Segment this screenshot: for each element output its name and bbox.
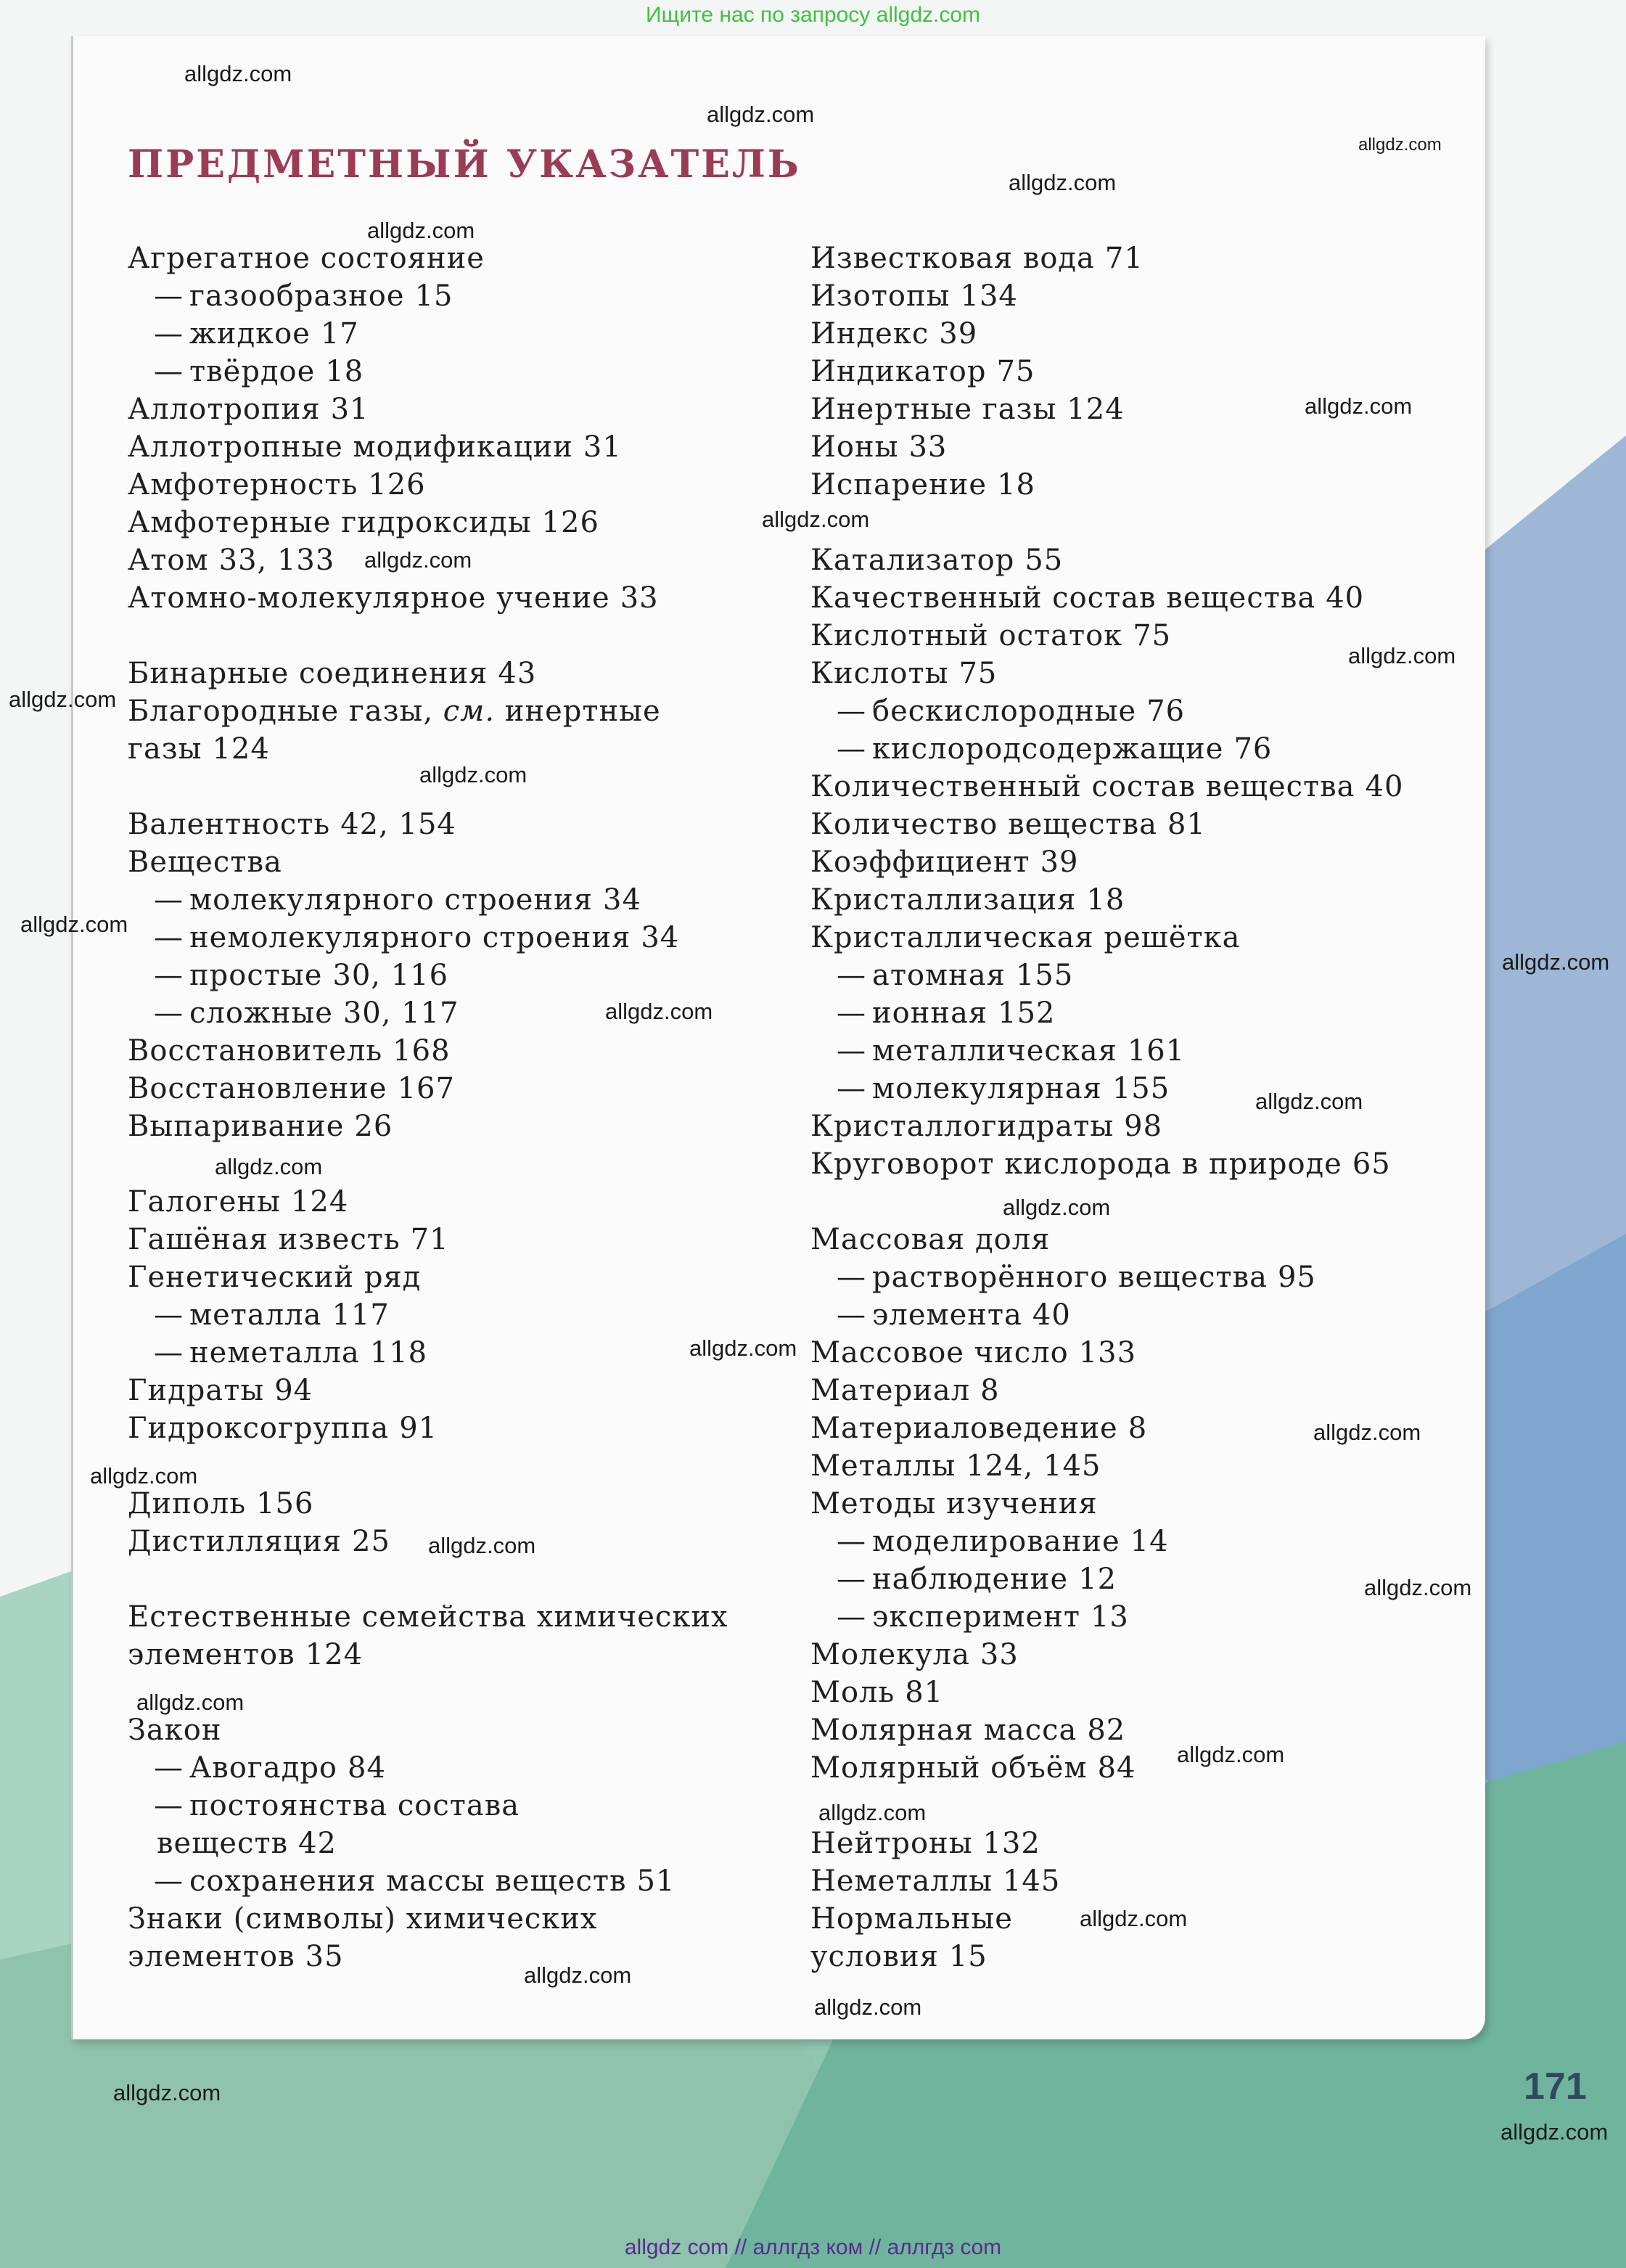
watermark: allgdz.com — [707, 102, 815, 127]
index-subentry — [128, 957, 766, 994]
index-term: Закон — [128, 1714, 222, 1747]
index-subentry — [810, 957, 1463, 994]
index-term: простые — [189, 959, 323, 992]
subentry-dash: — — [154, 921, 184, 954]
page-reference: 82 — [1087, 1714, 1126, 1747]
subentry-dash: — — [154, 883, 184, 917]
watermark: allgdz.com — [1305, 393, 1413, 419]
index-term: Амфотерность — [128, 468, 358, 502]
page-reference: 161 — [1127, 1034, 1186, 1068]
index-entry — [810, 240, 1463, 277]
index-term: Восстановитель — [128, 1034, 383, 1068]
index-entry — [810, 1221, 1463, 1258]
index-term: Молярная масса — [810, 1714, 1077, 1747]
watermark: allgdz.com — [814, 1994, 922, 2020]
index-entry — [128, 1032, 766, 1070]
page-reference: 65 — [1352, 1147, 1391, 1181]
index-entry — [128, 1711, 766, 1749]
page-reference: 31 — [583, 430, 622, 464]
page-reference: 18 — [325, 355, 364, 388]
page-reference: 134 — [960, 279, 1018, 313]
page-reference: 35 — [305, 1940, 344, 1973]
index-term: Выпаривание — [128, 1110, 345, 1143]
index-term: неметалла — [189, 1336, 360, 1370]
index-term: Молекула — [810, 1638, 970, 1671]
page-reference: 117 — [332, 1298, 390, 1332]
index-entry — [128, 504, 766, 541]
watermark: allgdz.com — [428, 1533, 536, 1558]
page-reference: 98 — [1124, 1110, 1163, 1143]
index-subentry — [128, 881, 766, 919]
watermark: allgdz.com — [364, 547, 472, 573]
page-reference: 126 — [541, 506, 599, 539]
watermark: allgdz.com — [367, 218, 475, 243]
index-term: Массовая доля — [810, 1223, 1051, 1256]
watermark: allgdz.com — [215, 1154, 323, 1179]
page-reference: 155 — [1015, 959, 1074, 992]
watermark: allgdz.com — [1177, 1742, 1285, 1767]
index-entry — [810, 1636, 1463, 1674]
index-term: Аллотропия — [128, 393, 321, 426]
watermark: allgdz.com — [9, 687, 117, 712]
watermark: allgdz.com — [113, 2080, 221, 2105]
index-term: Металлы — [810, 1449, 956, 1483]
index-term: Моль — [810, 1676, 895, 1709]
index-term: Гидраты — [128, 1374, 265, 1407]
index-term: Атом — [128, 544, 209, 577]
index-term: Количество вещества — [810, 808, 1158, 841]
index-term: веществ — [157, 1827, 289, 1860]
page-reference: 124 — [212, 732, 270, 766]
index-term: Методы изучения — [810, 1487, 1098, 1520]
cross-reference-note: см. — [443, 695, 496, 728]
page-reference: 8 — [980, 1374, 1000, 1407]
top-banner[interactable]: Ищите нас по запросу allgdz.com — [645, 3, 981, 27]
index-term: Индекс — [810, 317, 929, 351]
watermark: allgdz.com — [1255, 1089, 1363, 1114]
page-reference: 30, 116 — [332, 959, 449, 992]
index-term: металла — [189, 1298, 322, 1332]
page-reference: 75 — [996, 355, 1035, 388]
index-entry — [128, 1183, 766, 1221]
index-entry — [128, 655, 766, 692]
page-reference: 71 — [410, 1223, 449, 1256]
index-term: Испарение — [810, 468, 987, 502]
page-reference: 76 — [1146, 695, 1186, 728]
index-entry — [128, 1409, 766, 1447]
subentry-dash: — — [154, 317, 184, 351]
page-reference: 76 — [1233, 732, 1273, 766]
index-term: жидкое — [189, 317, 311, 351]
index-term: наблюдение — [872, 1563, 1069, 1596]
index-entry — [128, 1070, 766, 1108]
index-term: Индикатор — [810, 355, 987, 388]
index-entry — [810, 919, 1463, 957]
page-reference: 91 — [399, 1412, 438, 1445]
page-reference: 15 — [414, 279, 453, 313]
index-term: атомная — [872, 959, 1006, 992]
page-reference: 17 — [320, 317, 359, 351]
index-term: Авогадро — [189, 1751, 338, 1785]
right-index-column — [810, 240, 1463, 1976]
watermark: allgdz.com — [689, 1335, 797, 1361]
index-entry — [128, 1108, 766, 1145]
page-reference: 39 — [939, 317, 978, 351]
index-term: металлическая — [872, 1034, 1117, 1068]
page-reference: 42, 154 — [340, 808, 456, 841]
watermark: allgdz.com — [605, 999, 713, 1024]
index-term: бескислородные — [872, 695, 1137, 728]
watermark: allgdz.com — [1080, 1906, 1188, 1931]
page-reference: 14 — [1130, 1525, 1169, 1558]
index-entry — [810, 315, 1463, 353]
index-entry — [128, 390, 766, 428]
index-term: Генетический ряд — [128, 1261, 422, 1294]
index-entry — [810, 1938, 1463, 1976]
page-reference: 25 — [352, 1525, 390, 1558]
page-reference: 124, 145 — [966, 1449, 1101, 1483]
page-reference: 40 — [1365, 770, 1404, 803]
watermark: allgdz.com — [1003, 1195, 1111, 1220]
watermark: allgdz.com — [419, 762, 527, 787]
watermark: allgdz.com — [1009, 170, 1117, 195]
page-reference: 75 — [1133, 619, 1172, 652]
index-subentry — [810, 1070, 1463, 1108]
page-reference: 81 — [1167, 808, 1206, 841]
index-entry — [128, 806, 766, 843]
index-term: Кислоты — [810, 657, 949, 690]
index-term: постоянства состава — [189, 1789, 520, 1822]
index-entry — [810, 1711, 1463, 1749]
index-term: Естественные семейства химических — [128, 1600, 728, 1634]
watermark: allgdz.com — [1348, 643, 1456, 668]
index-subentry — [810, 1598, 1463, 1636]
index-term: Количественный состав вещества — [810, 770, 1355, 803]
subentry-dash: — — [837, 1298, 866, 1332]
watermark: allgdz.com — [136, 1690, 245, 1715]
page-reference: 84 — [1097, 1751, 1136, 1785]
page-reference: 124 — [290, 1185, 349, 1219]
watermark: allgdz.com — [20, 912, 128, 937]
index-term: элементов — [128, 1638, 295, 1671]
index-entry — [810, 1862, 1463, 1900]
subentry-dash: — — [837, 732, 866, 766]
index-term: Ионы — [810, 430, 899, 464]
page-reference: 145 — [1002, 1864, 1061, 1898]
page-reference: 33, 133 — [218, 544, 335, 577]
page-reference: 94 — [274, 1374, 313, 1407]
index-entry — [128, 240, 766, 277]
page-reference: 133 — [1078, 1336, 1137, 1370]
page-reference: 15 — [948, 1940, 987, 1973]
index-entry — [128, 1221, 766, 1258]
index-entry — [810, 1674, 1463, 1711]
subentry-dash: — — [837, 1600, 866, 1634]
index-subentry — [128, 919, 766, 957]
page-title: ПРЕДМЕТНЫЙ УКАЗАТЕЛЬ — [128, 142, 801, 187]
page-reference: 118 — [369, 1336, 428, 1370]
index-entry — [810, 277, 1463, 315]
index-term: элементов — [128, 1940, 295, 1973]
page-reference: 95 — [1277, 1261, 1316, 1294]
page-reference: 81 — [905, 1676, 944, 1709]
index-term: Благородные газы, — [128, 695, 434, 728]
index-subentry — [128, 1862, 766, 1900]
index-term: моделирование — [872, 1525, 1120, 1558]
page-reference: 42 — [298, 1827, 337, 1860]
watermark: allgdz.com — [1364, 1575, 1472, 1600]
watermark: allgdz.com — [762, 507, 870, 532]
index-entry — [810, 1447, 1463, 1485]
index-term: Валентность — [128, 808, 331, 841]
subentry-dash: — — [837, 1034, 866, 1068]
bottom-banner[interactable]: allgdz com // аллгдз ком // аллгдз com — [624, 2235, 1002, 2259]
subentry-dash: — — [154, 1864, 184, 1898]
index-term: Кристаллическая решётка — [810, 921, 1241, 954]
index-entry — [128, 1372, 766, 1409]
index-term: Аллотропные модификации — [128, 430, 573, 464]
index-entry — [810, 1825, 1463, 1862]
index-entry — [810, 881, 1463, 919]
index-entry — [810, 466, 1463, 504]
index-term: Гашёная известь — [128, 1223, 401, 1256]
index-entry — [810, 1108, 1463, 1145]
page-number: 171 — [1524, 2066, 1587, 2108]
index-entry — [128, 579, 766, 617]
cross-reference-target: инертные — [504, 695, 661, 728]
index-term: Кристаллогидраты — [810, 1110, 1114, 1143]
index-entry — [128, 1900, 766, 1938]
page-reference: 30, 117 — [342, 996, 459, 1030]
index-entry — [810, 579, 1463, 617]
index-term: Неметаллы — [810, 1864, 993, 1898]
index-term: газообразное — [189, 279, 405, 313]
watermark: allgdz.com — [1313, 1420, 1421, 1445]
index-entry — [810, 428, 1463, 466]
index-subentry — [128, 353, 766, 390]
index-subentry — [128, 1334, 766, 1372]
subentry-dash: — — [837, 1563, 866, 1596]
index-subentry — [810, 1032, 1463, 1070]
index-entry — [128, 843, 766, 881]
index-term: немолекулярного строения — [189, 921, 631, 954]
index-entry — [128, 1258, 766, 1296]
page-reference: 132 — [982, 1827, 1040, 1860]
index-term: Кислотный остаток — [810, 619, 1123, 652]
index-term: условия — [810, 1940, 939, 1973]
subentry-dash: — — [837, 1261, 866, 1294]
page-reference: 84 — [348, 1751, 386, 1785]
index-term: газы — [128, 732, 202, 766]
index-term: Знаки (символы) химических — [128, 1902, 598, 1936]
index-entry — [810, 806, 1463, 843]
index-subentry — [810, 692, 1463, 730]
subentry-dash: — — [154, 1789, 184, 1822]
index-entry — [810, 1145, 1463, 1183]
index-subentry — [128, 1787, 766, 1825]
index-term: твёрдое — [189, 355, 316, 388]
index-entry — [810, 1485, 1463, 1523]
subentry-dash: — — [837, 959, 866, 992]
index-term: элемента — [872, 1298, 1022, 1332]
page-reference: 155 — [1112, 1072, 1170, 1105]
index-term: Нормальные — [810, 1902, 1013, 1936]
index-term: молекулярная — [872, 1072, 1102, 1105]
index-term: Диполь — [128, 1487, 247, 1520]
page-reference: 18 — [997, 468, 1035, 502]
page-reference: 33 — [620, 581, 659, 615]
index-term: Известковая вода — [810, 242, 1095, 275]
subentry-dash: — — [837, 1525, 866, 1558]
index-entry — [128, 692, 766, 730]
index-term: Кристаллизация — [810, 883, 1077, 917]
page-reference: 156 — [256, 1487, 314, 1520]
page-reference: 43 — [498, 657, 537, 690]
index-subentry — [810, 1296, 1463, 1334]
index-term: Коэффициент — [810, 846, 1030, 879]
index-subentry — [810, 994, 1463, 1032]
page-reference: 167 — [397, 1072, 455, 1105]
index-entry — [128, 1598, 766, 1636]
index-term: Материаловедение — [810, 1412, 1118, 1445]
index-subentry — [128, 1749, 766, 1787]
index-term: молекулярного строения — [189, 883, 594, 917]
page-reference: 18 — [1086, 883, 1125, 917]
subentry-dash: — — [154, 1298, 184, 1332]
watermark: allgdz.com — [524, 1962, 632, 1988]
index-term: Бинарные соединения — [128, 657, 488, 690]
page-reference: 75 — [958, 657, 998, 690]
index-term: ионная — [872, 996, 988, 1030]
page-reference: 152 — [998, 996, 1056, 1030]
index-entry — [810, 541, 1463, 579]
index-term: Круговорот кислорода в природе — [810, 1147, 1342, 1181]
subentry-dash: — — [837, 996, 866, 1030]
index-term: Галогены — [128, 1185, 281, 1219]
index-entry — [810, 353, 1463, 390]
index-term: растворённого вещества — [872, 1261, 1268, 1294]
page-reference: 12 — [1078, 1563, 1117, 1596]
index-term: Вещества — [128, 846, 282, 879]
subentry-dash: — — [154, 279, 184, 313]
subentry-dash: — — [154, 959, 184, 992]
page-reference: 8 — [1128, 1412, 1148, 1445]
page-reference: 34 — [641, 921, 680, 954]
index-term: Гидроксогруппа — [128, 1412, 390, 1445]
page-reference: 51 — [636, 1864, 676, 1898]
watermark: allgdz.com — [90, 1463, 198, 1489]
index-entry — [128, 466, 766, 504]
index-term: сложные — [189, 996, 333, 1030]
index-subentry — [810, 1523, 1463, 1560]
index-term: Качественный состав вещества — [810, 581, 1316, 615]
index-subentry — [810, 730, 1463, 768]
watermark: allgdz.com — [1502, 949, 1610, 975]
index-term: Агрегатное состояние — [128, 242, 485, 275]
subentry-dash: — — [154, 996, 184, 1030]
page-reference: 71 — [1104, 242, 1143, 275]
subentry-dash: — — [837, 695, 866, 728]
watermark: allgdz.com — [1358, 135, 1442, 155]
watermark: allgdz.com — [184, 61, 292, 86]
page-reference: 13 — [1090, 1600, 1129, 1634]
page-reference: 40 — [1326, 581, 1365, 615]
watermark: allgdz.com — [1500, 2119, 1609, 2145]
index-term: Массовое число — [810, 1336, 1069, 1370]
index-term: Атомно-молекулярное учение — [128, 581, 610, 615]
page-reference: 40 — [1032, 1298, 1071, 1332]
index-entry — [810, 1749, 1463, 1787]
index-term: Изотопы — [810, 279, 950, 313]
page-reference: 31 — [330, 393, 369, 426]
page-reference: 26 — [354, 1110, 393, 1143]
page-reference: 34 — [603, 883, 641, 917]
index-subentry — [810, 1258, 1463, 1296]
subentry-dash: — — [154, 1751, 184, 1785]
page-reference: 33 — [908, 430, 948, 464]
page-reference: 124 — [305, 1638, 364, 1671]
page-reference: 39 — [1040, 846, 1079, 879]
index-entry — [810, 843, 1463, 881]
index-term: Молярный объём — [810, 1751, 1088, 1785]
subentry-dash: — — [154, 1336, 184, 1370]
index-entry — [128, 1938, 766, 1976]
page-reference: 168 — [393, 1034, 451, 1068]
index-term: Инертные газы — [810, 393, 1057, 426]
page-reference: 124 — [1067, 393, 1125, 426]
index-term: Катализатор — [810, 544, 1015, 577]
index-term: Материал — [810, 1374, 971, 1407]
index-entry — [810, 768, 1463, 806]
index-subentry — [128, 277, 766, 315]
index-term: Восстановление — [128, 1072, 387, 1105]
page-reference: 33 — [980, 1638, 1019, 1671]
index-subentry — [128, 315, 766, 353]
index-term: Дистилляция — [128, 1525, 342, 1558]
index-term: сохранения массы веществ — [189, 1864, 627, 1898]
watermark: allgdz.com — [818, 1800, 927, 1825]
page-reference: 126 — [368, 468, 426, 502]
index-term: Нейтроны — [810, 1827, 973, 1860]
index-entry — [128, 1636, 766, 1674]
page-reference: 55 — [1025, 544, 1064, 577]
index-entry — [128, 428, 766, 466]
index-entry — [810, 1372, 1463, 1409]
index-term: кислородсодержащие — [872, 732, 1224, 766]
index-entry — [128, 1485, 766, 1523]
index-entry — [128, 1825, 766, 1862]
subentry-dash: — — [837, 1072, 866, 1105]
index-entry — [810, 1334, 1463, 1372]
subentry-dash: — — [154, 355, 184, 388]
index-term: эксперимент — [872, 1600, 1080, 1634]
index-term: Амфотерные гидроксиды — [128, 506, 532, 539]
index-subentry — [128, 1296, 766, 1334]
